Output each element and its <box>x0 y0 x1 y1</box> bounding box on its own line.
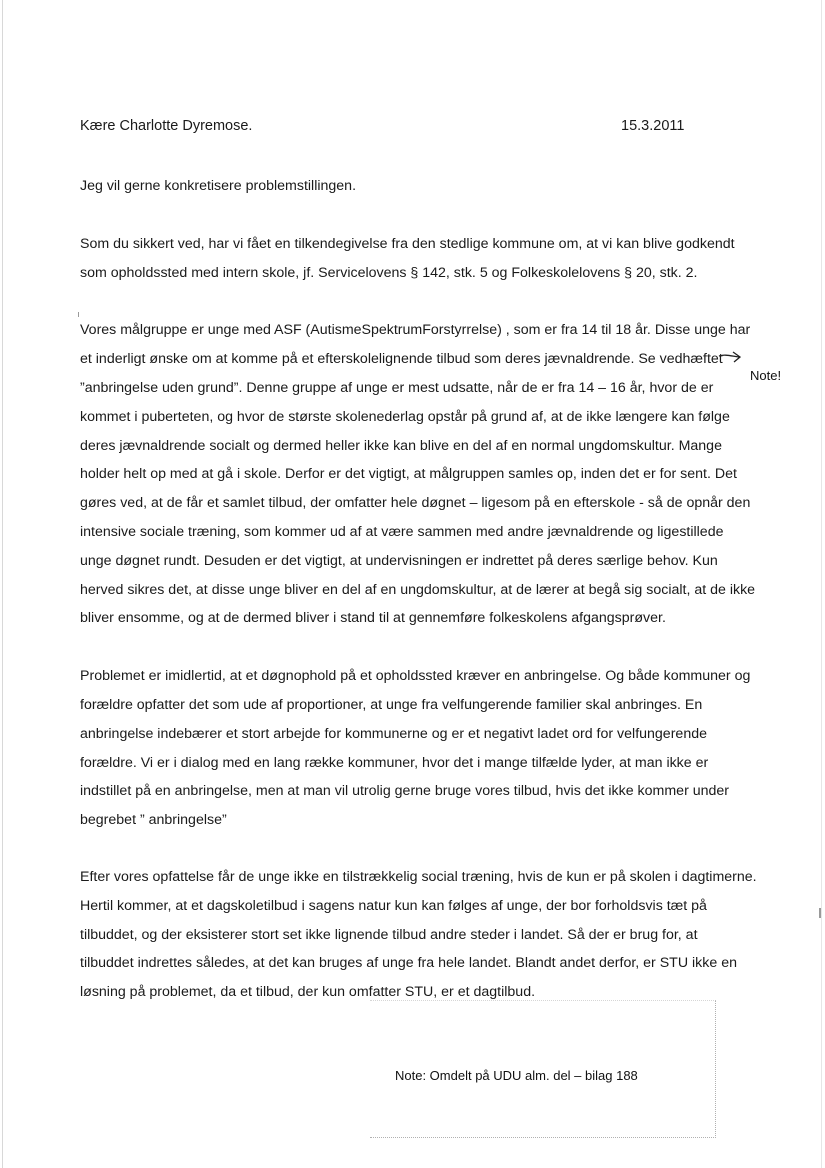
margin-note: Note! <box>750 368 782 383</box>
text-line: kommet i puberteten, og hvor de største skolenederlag opstår på grund af, at de ikke længere kan følge <box>80 408 730 425</box>
text-line: Hertil kommer, at et dagskoletilbud i sagens natur kun kan følges af unge, der bor forholdsvis tæt på <box>80 897 707 914</box>
text-line: Efter vores opfattelse får de unge ikke en tilstrækkelig social træning, hvis de kun er på skolen i dagtimerne. <box>80 868 757 885</box>
paragraph-approval <box>80 230 752 288</box>
text-line: unge døgnet rundt. Desuden er det vigtigt, at undervisningen er indrettet på deres særlige behov. Kun <box>80 552 718 569</box>
text-line: forældre opfatter det som ude af proportioner, at unge fra velfungerende familier skal anbringes. En <box>80 696 703 713</box>
text-line: et inderligt ønske om at komme på et efterskolelignende tilbud som deres jævnaldrende. Se vedhæftet <box>80 351 723 368</box>
text-line: gøres ved, at de får et samlet tilbud, der omfatter hele døgnet – ligesom på en efterskole - så de opnår den <box>80 495 751 512</box>
text-line: som opholdssted med intern skole, jf. Servicelovens § 142, stk. 5 og Folkeskolelovens § 20, stk. 2. <box>80 264 698 281</box>
scan-artifact-mark <box>78 312 79 317</box>
text-line: tilbuddet indrettes således, at det kan bruges af unge fra hele landet. Blandt andet derfor, er STU ikke en <box>80 955 737 972</box>
scan-edge-left <box>2 0 3 1168</box>
text-line: forældre. Vi er i dialog med en lang række kommuner, hvor det i mange tilfælde lyder, at man ikke er <box>80 754 709 771</box>
scan-artifact-mark <box>819 908 821 918</box>
text-line: Vores målgruppe er unge med ASF (AutismeSpektrumForstyrrelse) , som er fra 14 til 18 år. Disse unge har <box>80 322 751 339</box>
text-line: bliver ensomme, og at de dermed bliver i stand til at gennemføre folkeskolens afgangsprøver. <box>80 610 666 627</box>
text-line: Jeg vil gerne konkretisere problemstillingen. <box>80 178 357 194</box>
text-line: begrebet ” anbringelse” <box>80 812 227 829</box>
paragraph-conclusion <box>80 863 757 1007</box>
text-line: Problemet er imidlertid, at et døgnophold på et opholdssted kræver en anbringelse. Og både kommuner og <box>80 668 751 685</box>
hand-drawn-arrow-icon <box>718 347 742 363</box>
scan-edge-right <box>821 0 822 1168</box>
text-line: Som du sikkert ved, har vi fået en tilkendegivelse fra den stedlige kommune om, at vi kan blive godkendt <box>80 235 735 252</box>
text-line: deres jævnaldrende socialt og dermed heller ikke kan blive en del af en normal ungdomskultur. Mange <box>80 437 722 454</box>
letter-date: 15.3.2011 <box>621 118 685 134</box>
text-line: anbringelse indebærer et stort arbejde for kommunerne og er et negativt ladet ord for velfungerende <box>80 725 707 742</box>
letter-greeting: Kære Charlotte Dyremose. <box>80 118 253 134</box>
text-line: tilbuddet, og der eksisterer stort set ikke lignende tilbud andre steder i landet. Så der er brug for, at <box>80 926 698 943</box>
text-line: holder helt op med at gå i skole. Derfor er det vigtigt, at målgruppen samles op, inden det er for sent. Det <box>80 466 737 483</box>
paragraph-target-group <box>80 316 756 633</box>
text-line: indstillet på en anbringelse, men at man vil utrolig gerne bruge vores tilbud, hvis det ikke kommer under <box>80 783 730 800</box>
paragraph-intro <box>80 172 752 201</box>
filing-note: Note: Omdelt på UDU alm. del – bilag 188 <box>395 1068 638 1083</box>
paragraph-problem <box>80 662 752 835</box>
text-line: ”anbringelse uden grund”. Denne gruppe af unge er mest udsatte, når de er fra 14 – 16 år, hvor de er <box>80 379 714 396</box>
letter-body <box>80 172 757 1035</box>
text-line: intensive sociale træning, som kommer ud af at være sammen med andre jævnaldrende og ligestillede <box>80 523 724 540</box>
text-line: løsning på problemet, da et tilbud, der kun omfatter STU, er et dagtilbud. <box>80 984 536 1001</box>
text-line: herved sikres det, at disse unge bliver en del af en ungdomskultur, at de lærer at begå sig socialt, at de ikke <box>80 581 756 598</box>
